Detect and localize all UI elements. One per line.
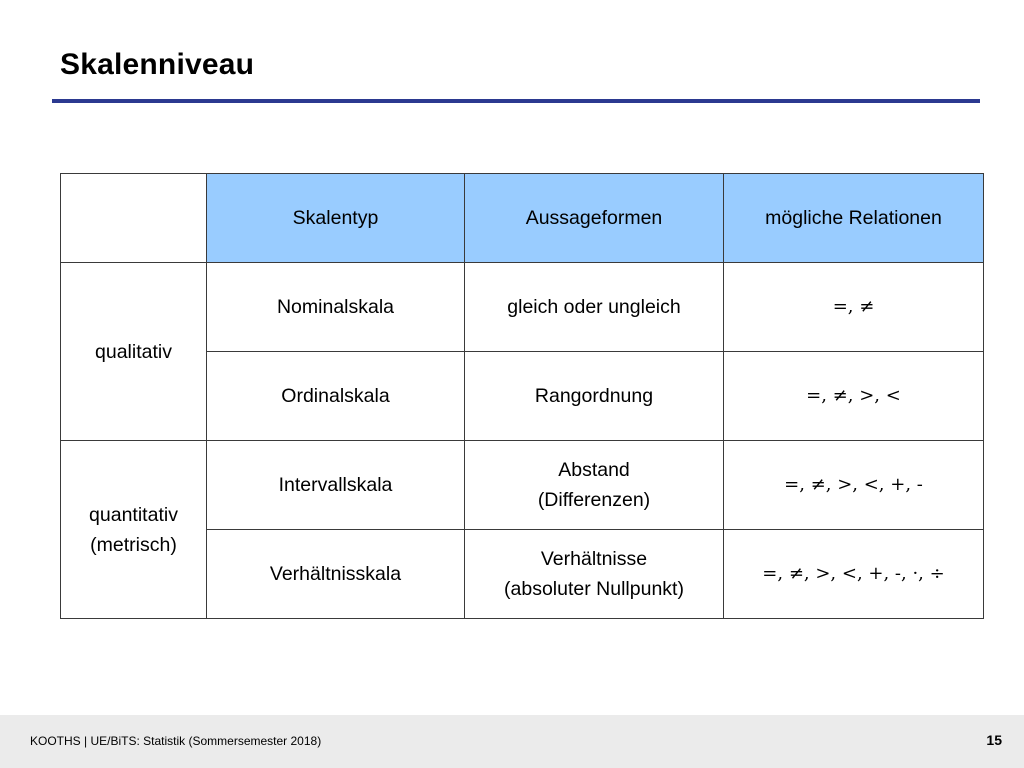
group-label-quantitativ — [61, 441, 207, 619]
header-relationen: mögliche Relationen — [724, 174, 984, 263]
cell-aussage-line2: (Differenzen) — [537, 489, 651, 511]
cell-skalentyp: Verhältnisskala — [207, 530, 465, 619]
cell-relationen: =, ≠, >, <, +, - — [724, 441, 984, 530]
cell-aussage: Rangordnung — [465, 352, 724, 441]
cell-skalentyp: Nominalskala — [207, 263, 465, 352]
group-label-line2: (metrisch) — [90, 533, 177, 556]
cell-aussage-line1: Verhältnisse — [540, 548, 648, 570]
page-number: 15 — [986, 732, 1002, 748]
header-aussageformen: Aussageformen — [465, 174, 724, 263]
cell-aussage: gleich oder ungleich — [465, 263, 724, 352]
table-row — [61, 263, 984, 352]
cell-skalentyp: Intervallskala — [207, 441, 465, 530]
cell-aussage-line2: (absoluter Nullpunkt) — [504, 578, 684, 600]
header-cell-empty — [61, 174, 207, 263]
header-skalentyp: Skalentyp — [207, 174, 465, 263]
group-label-line1: qualitativ — [95, 340, 172, 363]
scale-level-table — [60, 173, 984, 619]
cell-relationen: =, ≠ — [724, 263, 984, 352]
title-underline — [52, 99, 980, 103]
cell-aussage — [465, 441, 724, 530]
cell-relationen: =, ≠, >, < — [724, 352, 984, 441]
table-row — [61, 441, 984, 530]
group-label-qualitativ — [61, 263, 207, 441]
table-header-row — [61, 174, 984, 263]
slide-title: Skalenniveau — [60, 48, 255, 81]
cell-aussage — [465, 530, 724, 619]
group-label-line1: quantitativ — [89, 503, 178, 526]
cell-aussage-line1: Abstand — [558, 459, 630, 481]
footer-text: KOOTHS | UE/BiTS: Statistik (Sommersemester 2018) — [30, 734, 322, 748]
cell-skalentyp: Ordinalskala — [207, 352, 465, 441]
cell-relationen: =, ≠, >, <, +, -, ·, ÷ — [724, 530, 984, 619]
